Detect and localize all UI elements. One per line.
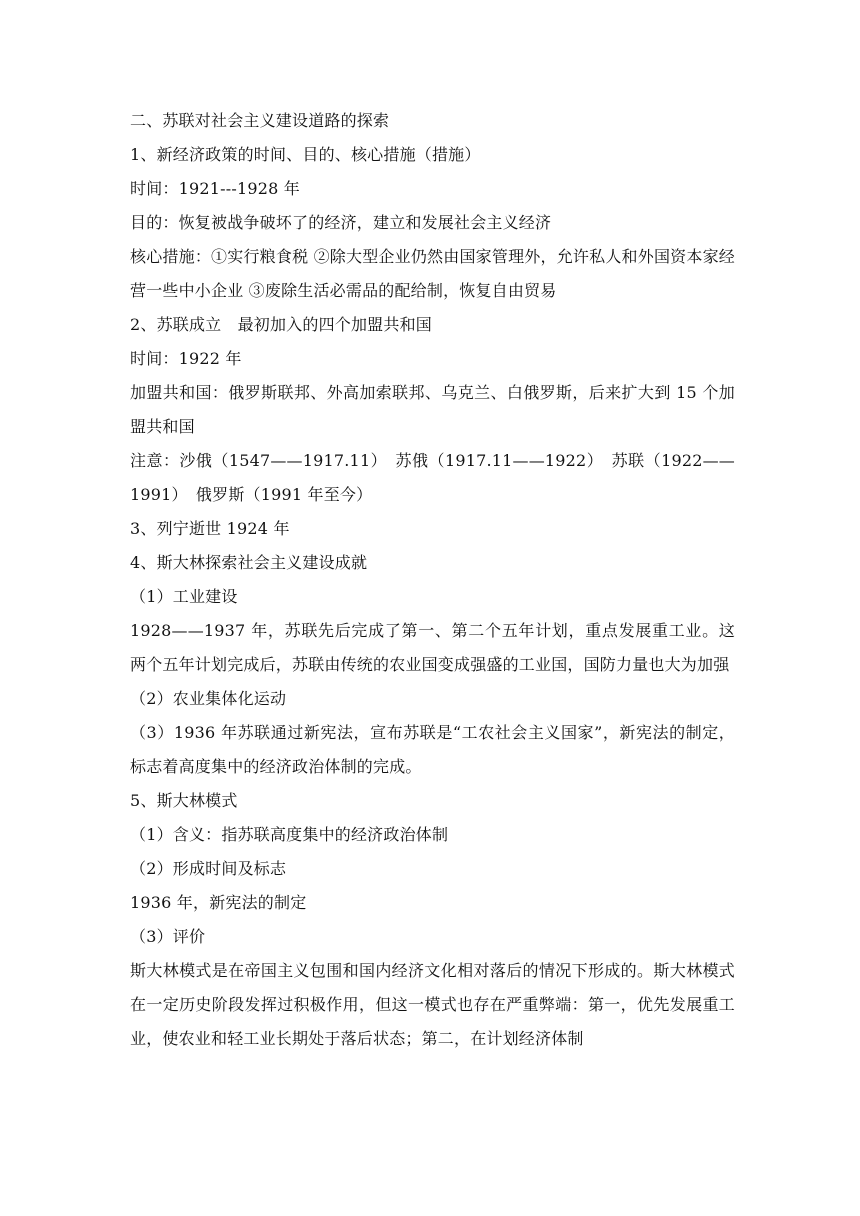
section-5-sub2: （2）形成时间及标志 xyxy=(130,859,287,878)
section-1-purpose: 目的：恢复被战争破坏了的经济，建立和发展社会主义经济 xyxy=(130,213,552,232)
section-4-sub2: （2）农业集体化运动 xyxy=(130,689,287,708)
section-1-time: 时间：1921---1928 年 xyxy=(130,179,300,198)
section-5-title: 5、斯大林模式 xyxy=(130,791,238,810)
section-5-sub3-text: 斯大林模式是在帝国主义包围和国内经济文化相对落后的情况下形成的。斯大林模式在一定历史阶段发挥过积极作用，但这一模式也存在严重弊端：第一，优先发展重工业，使农业和轻工业长期处于落后状态；第二，在计划经济体制 xyxy=(130,961,735,1048)
document-body xyxy=(130,104,735,1056)
section-1-measures: 核心措施：①实行粮食税 ②除大型企业仍然由国家管理外，允许私人和外国资本家经营一些中小企业 ③废除生活必需品的配给制，恢复自由贸易 xyxy=(130,247,735,300)
section-1-title: 1、新经济政策的时间、目的、核心措施（措施） xyxy=(130,145,481,164)
section-4-sub1-text: 1928——1937 年，苏联先后完成了第一、第二个五年计划，重点发展重工业。这两个五年计划完成后，苏联由传统的农业国变成强盛的工业国，国防力量也大为加强 xyxy=(130,621,735,674)
section-5-sub2-text: 1936 年，新宪法的制定 xyxy=(130,893,307,912)
section-2-title: 2、苏联成立 最初加入的四个加盟共和国 xyxy=(130,315,432,334)
section-5-sub3: （3）评价 xyxy=(130,927,206,946)
section-3-title: 3、列宁逝世 1924 年 xyxy=(130,519,290,538)
section-2-note: 注意：沙俄（1547——1917.11） 苏俄（1917.11——1922） 苏联（1922——1991） 俄罗斯（1991 年至今） xyxy=(130,451,735,504)
section-4-title: 4、斯大林探索社会主义建设成就 xyxy=(130,553,368,572)
section-heading: 二、苏联对社会主义建设道路的探索 xyxy=(130,111,390,130)
section-2-time: 时间：1922 年 xyxy=(130,349,242,368)
section-4-sub3-text: （3）1936 年苏联通过新宪法，宣布苏联是“工农社会主义国家”，新宪法的制定，标志着高度集中的经济政治体制的完成。 xyxy=(130,723,735,776)
section-4-sub1: （1）工业建设 xyxy=(130,587,238,606)
section-5-sub1: （1）含义：指苏联高度集中的经济政治体制 xyxy=(130,825,449,844)
section-2-republics: 加盟共和国：俄罗斯联邦、外高加索联邦、乌克兰、白俄罗斯，后来扩大到 15 个加盟共和国 xyxy=(130,383,735,436)
